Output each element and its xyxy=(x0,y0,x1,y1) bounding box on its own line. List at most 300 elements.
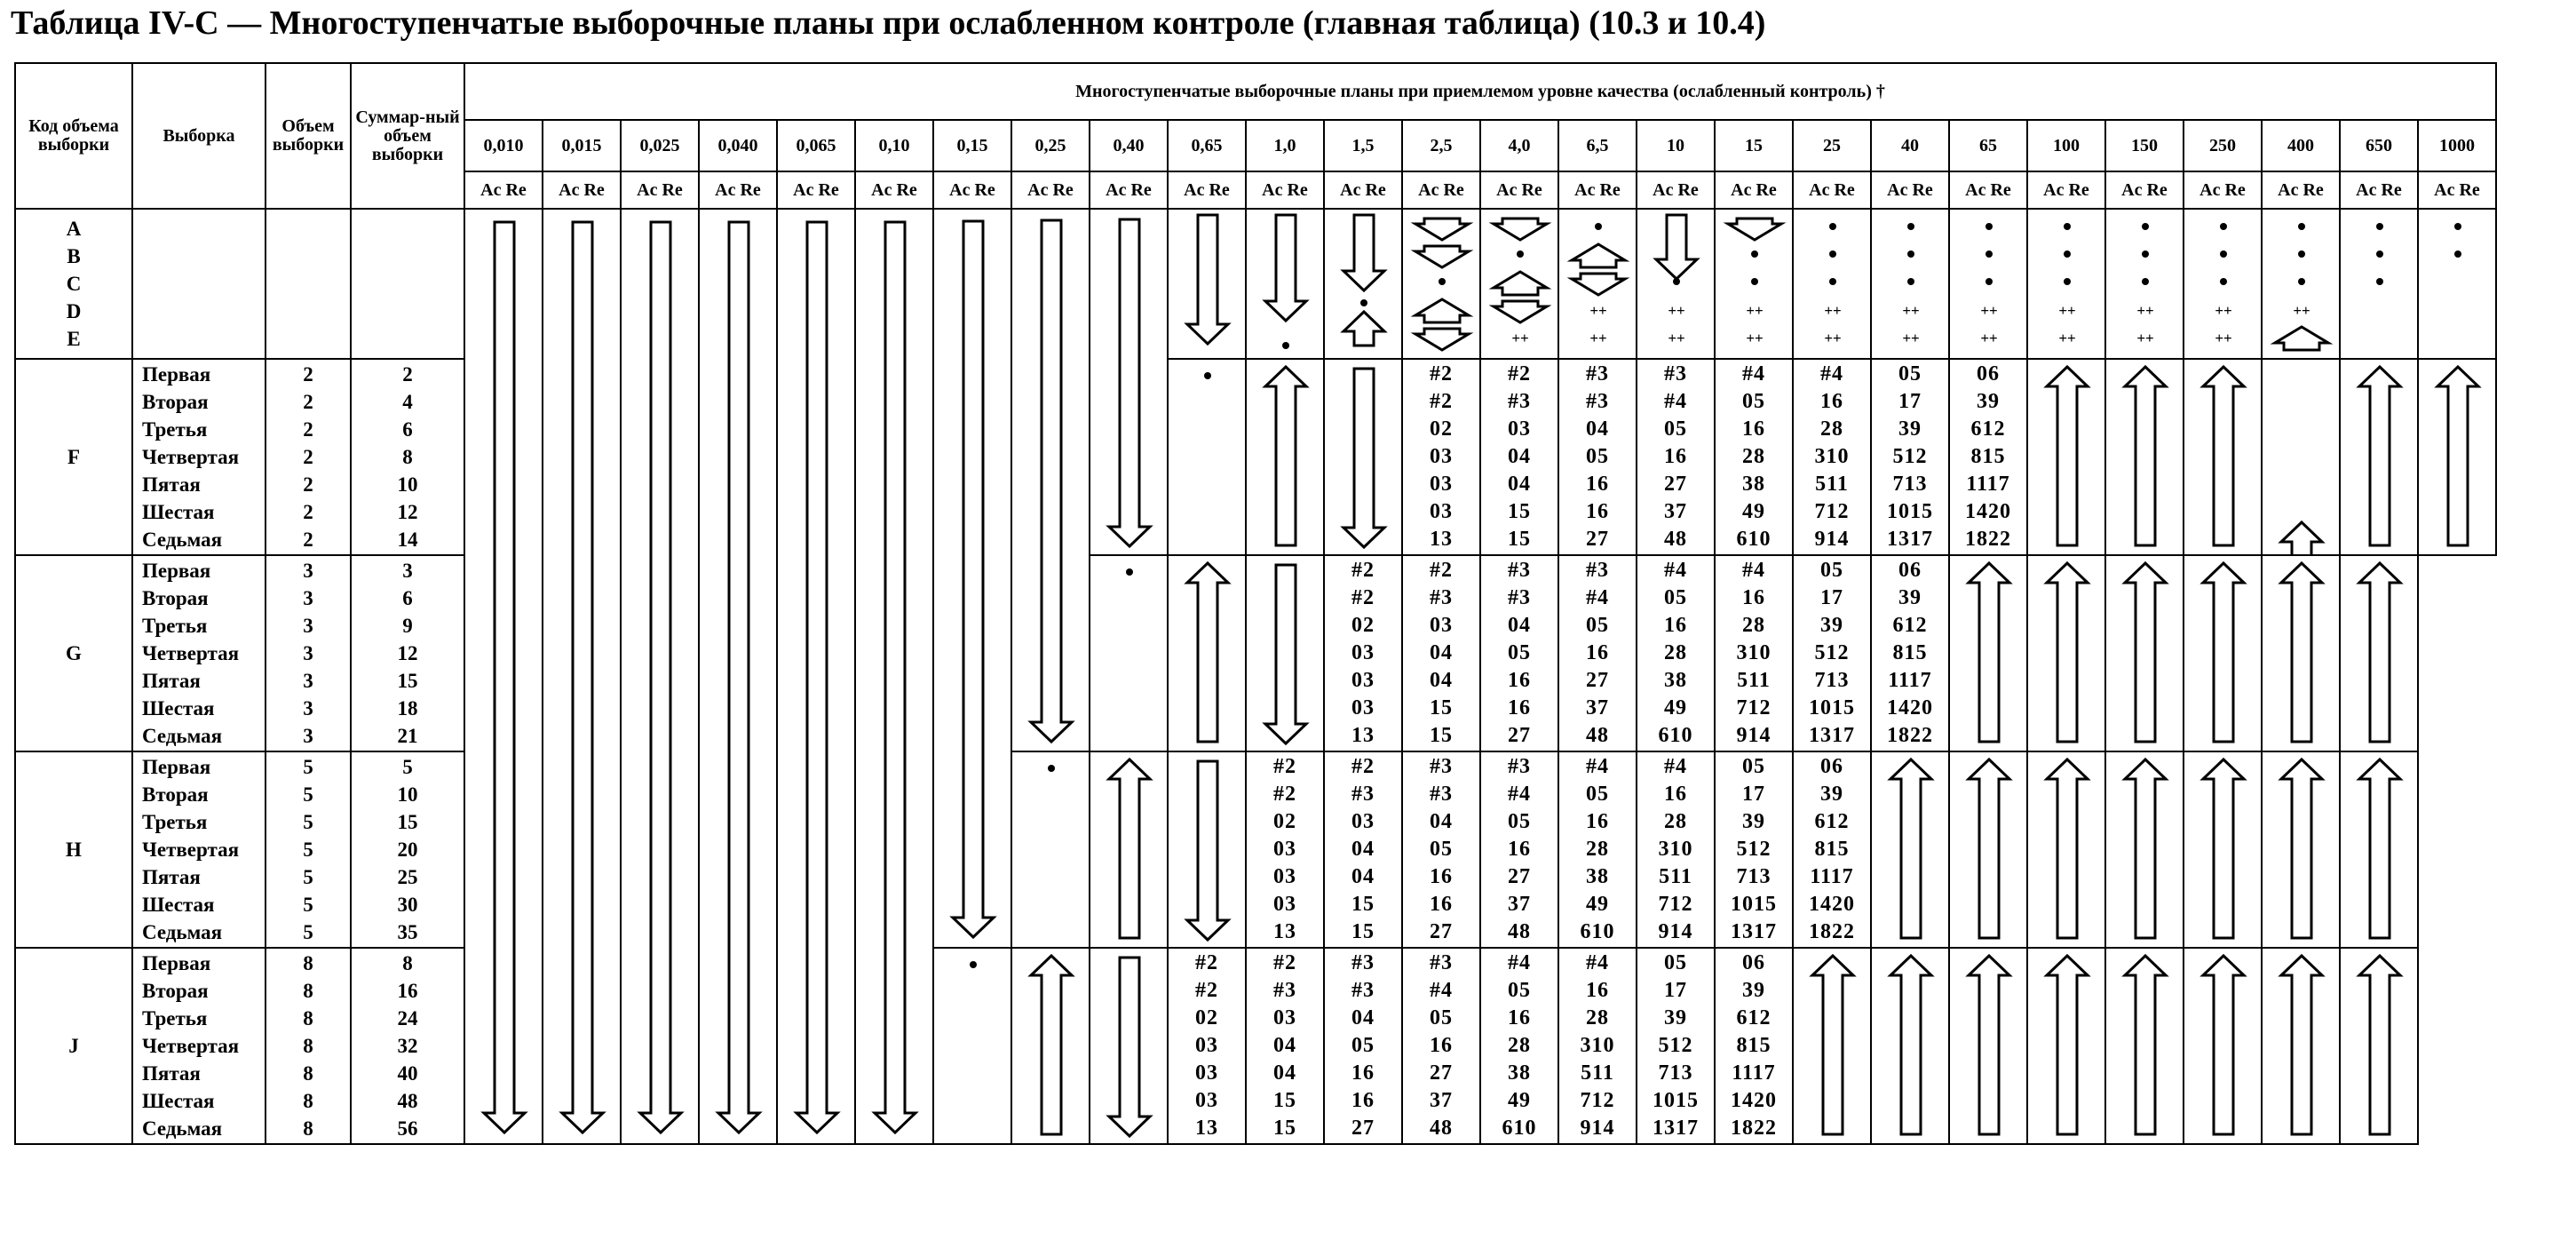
ae-symbol-cell xyxy=(1324,209,1402,359)
acre-value: 511 xyxy=(1815,473,1849,496)
acre-value: #3 xyxy=(1508,559,1531,582)
up-arrow-icon xyxy=(2106,752,2183,947)
plan-cell xyxy=(1402,751,1480,948)
up-arrow-icon xyxy=(2028,360,2104,554)
acre-value: #2 xyxy=(1273,951,1296,974)
down-arrow-icon xyxy=(1169,210,1245,358)
cumulative-size: 15 xyxy=(397,811,418,833)
acre-value: 1117 xyxy=(1732,1061,1776,1085)
aql-header: 10 xyxy=(1637,120,1715,171)
acre-value: 27 xyxy=(1508,865,1531,888)
stage-name: Четвертая xyxy=(142,642,240,664)
acre-value: #4 xyxy=(1508,783,1531,806)
up-arrow-icon xyxy=(2106,949,2183,1143)
up-arrow-icon xyxy=(1012,949,1089,1143)
acre-value: 27 xyxy=(1664,473,1687,496)
acre-header: Ac Re xyxy=(1558,171,1637,209)
plan-cell xyxy=(1324,948,1402,1144)
acre-value: 15 xyxy=(1273,1117,1296,1140)
acre-value: 39 xyxy=(1742,979,1765,1002)
cumulative-size: 12 xyxy=(397,642,418,664)
arrow-stack-icon xyxy=(1716,210,1792,358)
cumulative-size: 30 xyxy=(397,894,418,916)
up-arrow-cell xyxy=(2262,751,2340,948)
empty-cell xyxy=(132,209,266,359)
up-arrow-icon xyxy=(2341,556,2417,751)
acre-value: #3 xyxy=(1430,755,1453,778)
up-arrow-cell xyxy=(1246,359,1324,555)
acre-value: 17 xyxy=(1742,783,1765,806)
acre-value: #2 xyxy=(1273,755,1296,778)
dot-cell xyxy=(1168,359,1246,555)
sample-size: 8 xyxy=(303,952,313,974)
sample-sizes xyxy=(266,359,351,555)
ae-symbol-cell xyxy=(1949,209,2027,359)
code-label: D xyxy=(66,300,82,322)
acre-value: #4 xyxy=(1586,586,1609,609)
acre-value: #3 xyxy=(1351,951,1375,974)
ae-symbol-cell xyxy=(1637,209,1715,359)
down-arrow-cell xyxy=(1324,359,1402,555)
acre-value: 712 xyxy=(1814,500,1850,523)
sample-size: 3 xyxy=(303,560,313,582)
up-arrow-icon xyxy=(2028,752,2104,947)
acre-value: 39 xyxy=(1898,417,1922,441)
stage-name: Вторая xyxy=(142,587,209,609)
acre-header: Ac Re xyxy=(1168,171,1246,209)
aql-header: 0,65 xyxy=(1168,120,1246,171)
up-arrow-cell xyxy=(2027,359,2105,555)
aql-header: 1,0 xyxy=(1246,120,1324,171)
up-arrow-cell xyxy=(1949,948,2027,1144)
plus-plus-mark: ++ xyxy=(1824,302,1842,319)
acre-value: 03 xyxy=(1351,696,1375,719)
dot-icon xyxy=(1012,752,1089,947)
plan-cell xyxy=(1715,948,1793,1144)
acre-value: #3 xyxy=(1508,755,1531,778)
stage-name: Шестая xyxy=(142,894,215,916)
page-title: Таблица IV-С — Многоступенчатые выборочные планы при ослабленном контроле (главная таблица) (10.3 и 10.4) xyxy=(11,4,1766,42)
up-arrow-cell xyxy=(1871,751,1949,948)
up-arrow-icon xyxy=(2341,360,2417,554)
up-arrow-icon xyxy=(1872,752,1948,947)
plan-cell xyxy=(1480,359,1558,555)
down-arrow-icon xyxy=(1247,556,1323,751)
up-arrow-cell xyxy=(2184,359,2262,555)
down-arrow-icon xyxy=(465,213,542,1140)
acre-value: 04 xyxy=(1351,865,1375,888)
acre-value: 05 xyxy=(1664,586,1687,609)
sample-size: 5 xyxy=(303,783,313,806)
up-arrow-icon xyxy=(1090,752,1167,947)
acre-value: 13 xyxy=(1430,528,1453,551)
plan-cell xyxy=(1480,555,1558,751)
acre-value: 04 xyxy=(1430,669,1453,692)
empty-cell xyxy=(266,209,351,359)
acre-value: 713 xyxy=(1892,473,1928,496)
up-arrow-cell xyxy=(2340,751,2418,948)
acre-value: 16 xyxy=(1664,783,1687,806)
plan-cell xyxy=(1246,751,1324,948)
acre-value: #2 xyxy=(1273,783,1296,806)
acre-value: 05 xyxy=(1742,390,1765,413)
acre-value: 1015 xyxy=(1731,893,1777,916)
plus-plus-mark: ++ xyxy=(1980,330,1998,346)
acre-value: 612 xyxy=(1970,417,2006,441)
sample-size: 5 xyxy=(303,756,313,778)
acre-value: #3 xyxy=(1508,390,1531,413)
acre-value: 28 xyxy=(1742,614,1765,637)
code-cell xyxy=(15,555,132,751)
acre-value: 16 xyxy=(1430,893,1453,916)
sample-size: 3 xyxy=(303,615,313,637)
up-arrow-cell xyxy=(2105,751,2184,948)
acre-value: #4 xyxy=(1742,559,1765,582)
header-sample: Выборка xyxy=(132,63,266,209)
acre-value: 03 xyxy=(1195,1061,1218,1085)
aql-column-arrow xyxy=(699,209,777,1144)
plan-cell xyxy=(1715,359,1793,555)
plan-cell xyxy=(1480,751,1558,948)
up-arrow-icon xyxy=(2419,360,2495,554)
stage-name: Третья xyxy=(142,418,208,441)
stage-name: Третья xyxy=(142,615,208,637)
stage-name: Шестая xyxy=(142,501,215,523)
ae-symbol-cell xyxy=(2105,209,2184,359)
sample-size: 5 xyxy=(303,839,313,861)
plus-plus-mark: ++ xyxy=(2058,302,2076,319)
up-arrow-icon xyxy=(2028,949,2104,1143)
acre-value: #2 xyxy=(1351,586,1375,609)
cumulative-size: 2 xyxy=(402,363,413,386)
code-label: J xyxy=(68,1035,79,1057)
aql-header: 100 xyxy=(2027,120,2105,171)
acre-header: Ac Re xyxy=(1793,171,1871,209)
acre-value: 06 xyxy=(1898,559,1922,582)
aql-header: 250 xyxy=(2184,120,2262,171)
dot-stack-icon xyxy=(2028,210,2104,358)
acre-value: 49 xyxy=(1742,500,1765,523)
acre-value: #3 xyxy=(1430,783,1453,806)
header-size: Объем выборки xyxy=(266,63,351,209)
stage-names xyxy=(132,555,266,751)
cumulative-size: 18 xyxy=(397,697,418,719)
acre-value: 05 xyxy=(1664,417,1687,441)
cumulative-size: 3 xyxy=(402,560,413,582)
sample-size: 2 xyxy=(303,363,313,386)
plus-plus-mark: ++ xyxy=(1824,330,1842,346)
stage-name: Первая xyxy=(142,363,211,386)
acre-value: 04 xyxy=(1273,1034,1296,1057)
acre-value: 04 xyxy=(1430,641,1453,664)
aql-header: 6,5 xyxy=(1558,120,1637,171)
acre-value: 38 xyxy=(1508,1061,1531,1085)
acre-value: 49 xyxy=(1508,1089,1531,1112)
acre-value: 15 xyxy=(1273,1089,1296,1112)
cumulative-size: 40 xyxy=(397,1062,418,1085)
sample-sizes xyxy=(266,751,351,948)
up-arrow-cell xyxy=(2105,948,2184,1144)
dot-stack-icon xyxy=(2341,210,2417,358)
down-arrow-icon xyxy=(1325,360,1401,554)
cumulative-size: 5 xyxy=(402,756,413,778)
acre-value: 03 xyxy=(1273,893,1296,916)
acre-header: Ac Re xyxy=(2262,171,2340,209)
acre-value: 03 xyxy=(1430,500,1453,523)
cumulative-size: 10 xyxy=(397,473,418,496)
acre-header: Ac Re xyxy=(464,171,543,209)
acre-value: 1015 xyxy=(1653,1089,1699,1112)
acre-value: 612 xyxy=(1736,1006,1771,1029)
cumulative-size: 35 xyxy=(397,921,418,943)
acre-value: 05 xyxy=(1586,614,1609,637)
code-label: F xyxy=(67,446,81,468)
plus-plus-mark: ++ xyxy=(2136,330,2154,346)
acre-value: #2 xyxy=(1351,559,1375,582)
acre-value: 16 xyxy=(1430,1034,1453,1057)
code-label: E xyxy=(67,328,81,350)
up-arrow-cell xyxy=(2418,359,2496,555)
acre-value: 17 xyxy=(1664,979,1687,1002)
acre-value: 05 xyxy=(1351,1034,1375,1057)
cumulative-sizes xyxy=(351,751,464,948)
acre-value: 03 xyxy=(1430,614,1453,637)
acre-value: #3 xyxy=(1430,951,1453,974)
plan-cell xyxy=(1168,948,1246,1144)
acre-header: Ac Re xyxy=(1402,171,1480,209)
acre-value: 815 xyxy=(1736,1034,1771,1057)
plus-plus-mark: ++ xyxy=(1902,330,1920,346)
acre-value: 28 xyxy=(1664,810,1687,833)
acre-value: 512 xyxy=(1658,1034,1693,1057)
acre-value: 05 xyxy=(1508,810,1531,833)
stage-name: Четвертая xyxy=(142,1035,240,1057)
acre-value: 15 xyxy=(1351,920,1375,943)
acre-value: 914 xyxy=(1580,1117,1615,1140)
up-arrow-cell xyxy=(2262,555,2340,751)
dot-stack-icon xyxy=(1872,210,1948,358)
sampling-plan-table xyxy=(14,62,2497,1145)
acre-value: 1822 xyxy=(1731,1117,1777,1140)
aql-header: 0,25 xyxy=(1011,120,1090,171)
aql-column-arrow xyxy=(777,209,855,1144)
cumulative-size: 12 xyxy=(397,501,418,523)
acre-value: 15 xyxy=(1351,893,1375,916)
acre-value: #2 xyxy=(1351,755,1375,778)
up-arrow-cell xyxy=(2027,751,2105,948)
acre-value: #4 xyxy=(1430,979,1453,1002)
cumulative-sizes xyxy=(351,359,464,555)
acre-value: 03 xyxy=(1195,1089,1218,1112)
acre-header: Ac Re xyxy=(2105,171,2184,209)
sample-size: 2 xyxy=(303,418,313,441)
acre-value: 17 xyxy=(1898,390,1922,413)
acre-value: #2 xyxy=(1508,362,1531,386)
stage-name: Пятая xyxy=(142,473,201,496)
acre-value: #3 xyxy=(1273,979,1296,1002)
plus-plus-mark: ++ xyxy=(2215,330,2232,346)
acre-value: 1420 xyxy=(1965,500,2011,523)
cumulative-size: 21 xyxy=(397,725,418,747)
acre-value: 48 xyxy=(1508,920,1531,943)
plan-cell xyxy=(1871,555,1949,751)
acre-value: 310 xyxy=(1658,838,1693,861)
plus-plus-mark: ++ xyxy=(1746,330,1764,346)
acre-header: Ac Re xyxy=(1949,171,2027,209)
up-arrow-icon xyxy=(2263,752,2339,947)
up-arrow-cell xyxy=(1011,948,1090,1144)
aql-header: 650 xyxy=(2340,120,2418,171)
acre-value: 16 xyxy=(1430,865,1453,888)
acre-value: 06 xyxy=(1742,951,1765,974)
sample-size: 5 xyxy=(303,921,313,943)
acre-value: 28 xyxy=(1508,1034,1531,1057)
plan-cell xyxy=(1637,751,1715,948)
down-arrow-cell xyxy=(1168,751,1246,948)
acre-value: 13 xyxy=(1273,920,1296,943)
acre-value: 1117 xyxy=(1888,669,1932,692)
plan-cell xyxy=(1324,555,1402,751)
acre-value: 310 xyxy=(1580,1034,1615,1057)
up-arrow-icon xyxy=(1950,556,2026,751)
acre-value: #2 xyxy=(1430,390,1453,413)
acre-value: 49 xyxy=(1586,893,1609,916)
aql-header: 0,40 xyxy=(1090,120,1168,171)
down-arrow-icon xyxy=(1325,210,1401,358)
ae-symbol-cell xyxy=(1715,209,1793,359)
up-arrow-icon xyxy=(2184,752,2261,947)
acre-value: 28 xyxy=(1820,417,1843,441)
acre-value: 16 xyxy=(1586,473,1609,496)
plan-cell xyxy=(1793,359,1871,555)
plan-cell xyxy=(1558,359,1637,555)
acre-value: 16 xyxy=(1664,614,1687,637)
acre-value: 511 xyxy=(1581,1061,1614,1085)
aql-header: 65 xyxy=(1949,120,2027,171)
up-arrow-icon xyxy=(1247,360,1323,554)
acre-header: Ac Re xyxy=(777,171,855,209)
sample-size: 2 xyxy=(303,529,313,551)
acre-value: #2 xyxy=(1195,979,1218,1002)
acre-value: #4 xyxy=(1508,951,1531,974)
acre-value: 1420 xyxy=(1887,696,1933,719)
header-cumulative: Суммар-ный объем выборки xyxy=(351,63,464,209)
acre-value: 02 xyxy=(1351,614,1375,637)
plus-plus-mark: ++ xyxy=(2058,330,2076,346)
plus-plus-mark: ++ xyxy=(2136,302,2154,319)
acre-value: 15 xyxy=(1508,528,1531,551)
acre-value: 15 xyxy=(1430,696,1453,719)
up-arrow-cell xyxy=(1168,555,1246,751)
acre-value: 04 xyxy=(1273,1061,1296,1085)
acre-value: 05 xyxy=(1586,783,1609,806)
up-arrow-icon xyxy=(2028,556,2104,751)
stage-names xyxy=(132,948,266,1144)
up-arrow-cell xyxy=(2105,555,2184,751)
plan-cell xyxy=(1637,948,1715,1144)
plan-cell xyxy=(1793,555,1871,751)
plan-cell xyxy=(1637,359,1715,555)
dot-stack-icon xyxy=(2106,210,2183,358)
acre-header: Ac Re xyxy=(543,171,621,209)
cumulative-size: 8 xyxy=(402,446,413,468)
acre-value: 16 xyxy=(1742,417,1765,441)
plan-cell xyxy=(1793,751,1871,948)
acre-value: #3 xyxy=(1586,559,1609,582)
cumulative-size: 8 xyxy=(402,952,413,974)
ae-symbol-cell xyxy=(2027,209,2105,359)
acre-value: 1317 xyxy=(1653,1117,1699,1140)
acre-value: 28 xyxy=(1664,641,1687,664)
up-arrow-icon xyxy=(2184,949,2261,1143)
acre-value: 512 xyxy=(1892,445,1928,468)
down-arrow-icon xyxy=(622,213,698,1140)
aql-header: 1,5 xyxy=(1324,120,1402,171)
aql-header: 0,025 xyxy=(621,120,699,171)
down-arrow-icon xyxy=(700,213,776,1140)
acre-value: #2 xyxy=(1430,559,1453,582)
cumulative-size: 9 xyxy=(402,615,413,637)
cumulative-sizes xyxy=(351,555,464,751)
code-label: B xyxy=(67,245,81,267)
acre-value: 05 xyxy=(1898,362,1922,386)
down-arrow-icon xyxy=(1090,211,1167,553)
acre-value: 815 xyxy=(1970,445,2006,468)
sample-size: 2 xyxy=(303,391,313,413)
stage-name: Четвертая xyxy=(142,446,240,468)
ae-symbol-cell xyxy=(2418,209,2496,359)
acre-value: 06 xyxy=(1977,362,2000,386)
code-cell xyxy=(15,751,132,948)
acre-value: 914 xyxy=(1814,528,1850,551)
acre-value: 16 xyxy=(1586,810,1609,833)
aql-column-arrow xyxy=(855,209,933,1144)
plan-cell xyxy=(1402,555,1480,751)
aql-header: 4,0 xyxy=(1480,120,1558,171)
acre-value: 04 xyxy=(1508,614,1531,637)
acre-value: 03 xyxy=(1351,669,1375,692)
stage-name: Пятая xyxy=(142,1062,201,1085)
acre-value: 15 xyxy=(1430,724,1453,747)
acre-value: #4 xyxy=(1742,362,1765,386)
code-label: G xyxy=(66,642,82,664)
acre-value: 16 xyxy=(1508,696,1531,719)
dot-cell xyxy=(933,948,1011,1144)
acre-value: #3 xyxy=(1351,783,1375,806)
acre-value: 28 xyxy=(1586,838,1609,861)
acre-value: #3 xyxy=(1586,362,1609,386)
acre-header: Ac Re xyxy=(2184,171,2262,209)
acre-value: 03 xyxy=(1508,417,1531,441)
ae-symbol-cell xyxy=(2184,209,2262,359)
acre-value: 48 xyxy=(1664,528,1687,551)
up-arrow-cell xyxy=(1871,948,1949,1144)
aql-header: 400 xyxy=(2262,120,2340,171)
down-arrow-icon xyxy=(1247,210,1323,358)
acre-value: 16 xyxy=(1508,838,1531,861)
acre-value: 713 xyxy=(1814,669,1850,692)
acre-value: 1822 xyxy=(1965,528,2011,551)
up-arrow-cell xyxy=(2340,359,2418,555)
aql-column-arrow xyxy=(543,209,621,1144)
down-arrow-icon xyxy=(778,213,854,1140)
stage-name: Четвертая xyxy=(142,839,240,861)
acre-header: Ac Re xyxy=(1011,171,1090,209)
ae-symbol-cell xyxy=(2262,209,2340,359)
acre-value: 38 xyxy=(1586,865,1609,888)
code-cell xyxy=(15,359,132,555)
stage-names xyxy=(132,359,266,555)
